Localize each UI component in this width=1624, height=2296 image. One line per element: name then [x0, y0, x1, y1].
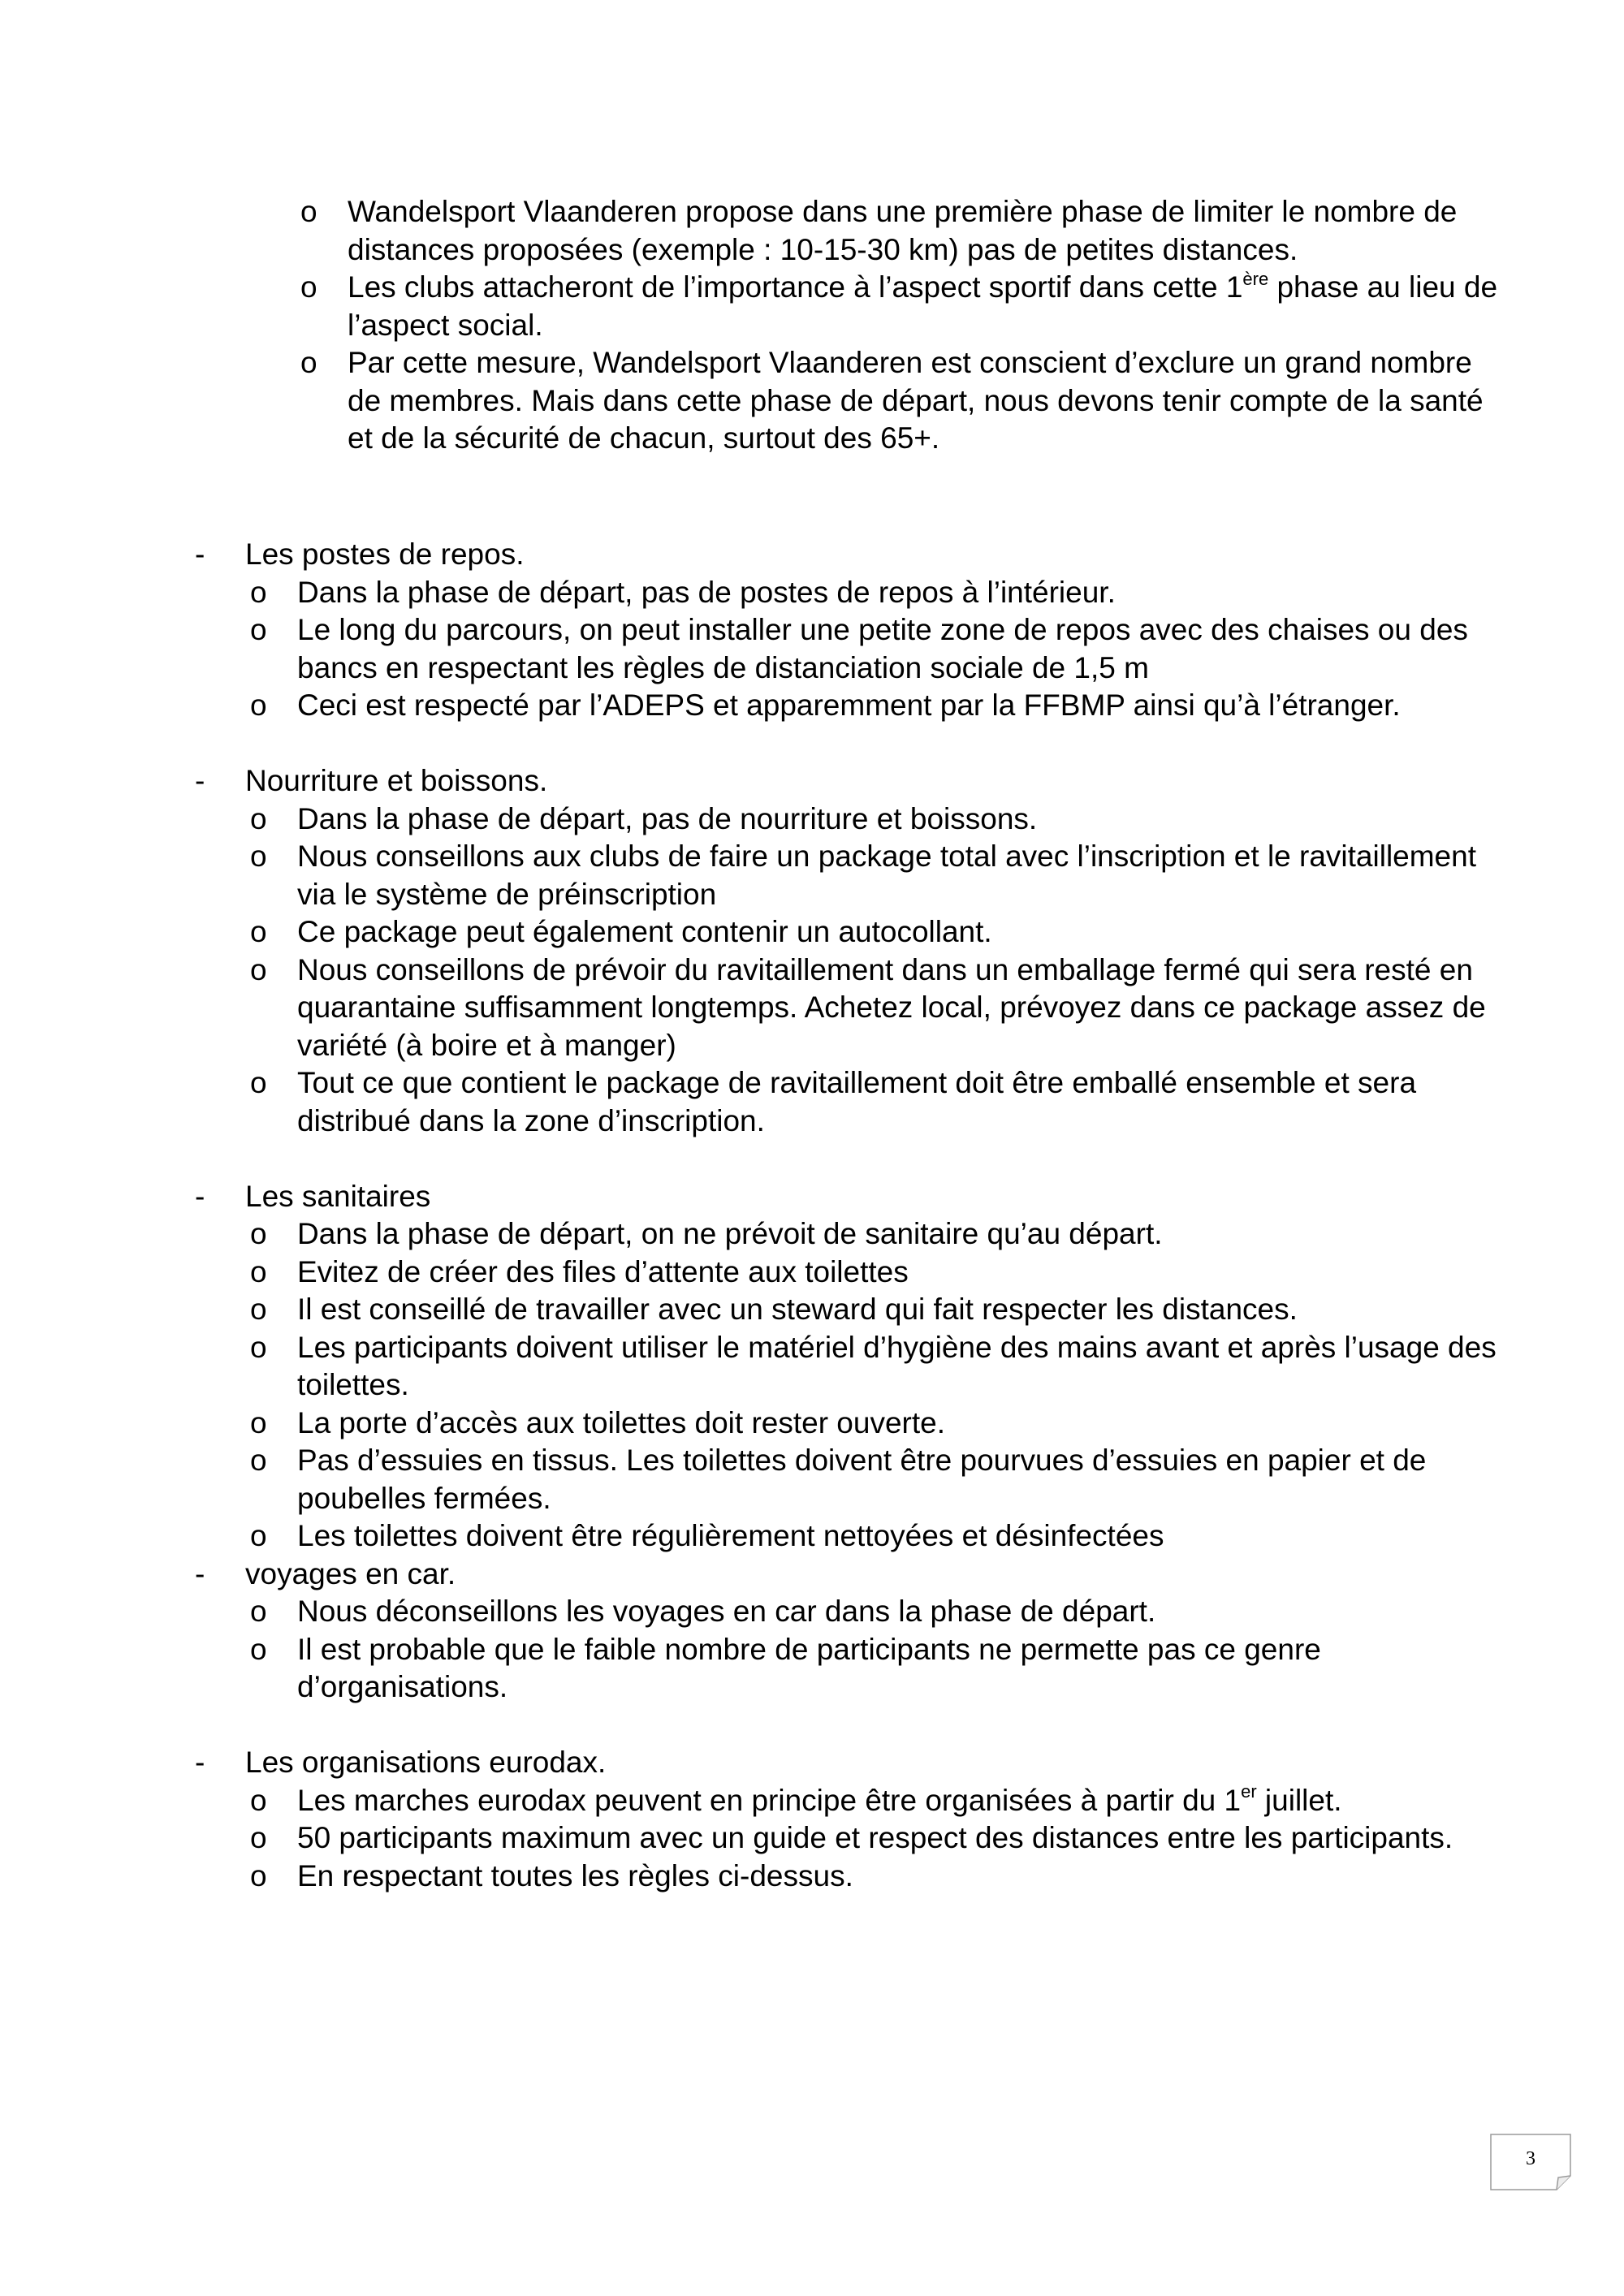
list-item-text: Dans la phase de départ, on ne prévoit de sanitaire qu’au départ.: [297, 1217, 1163, 1250]
circle-bullet-icon: o: [300, 195, 317, 228]
dash-bullet-icon: -: [195, 764, 205, 797]
list-item: [250, 1064, 1502, 1140]
section-heading: [195, 1178, 1502, 1216]
section-title: Les sanitaires: [245, 1179, 431, 1213]
section-eurodax: [195, 1744, 1502, 1895]
list-item-text: Les toilettes doivent être régulièrement nettoyées et désinfectées: [297, 1519, 1164, 1552]
circle-bullet-icon: o: [250, 575, 267, 609]
list-item: [250, 687, 1502, 725]
intro-sub-list: [300, 193, 1502, 458]
section-title: voyages en car.: [245, 1556, 456, 1590]
section-title: Les organisations eurodax.: [245, 1746, 607, 1779]
circle-bullet-icon: o: [250, 952, 267, 986]
list-item-text: Par cette mesure, Wandelsport Vlaanderen est conscient d’exclure un grand nombre de membres. Mais dans cette phase de départ, nous devons tenir compte de la santé et de la sécurité de chacun, surtout des 65+.: [348, 346, 1484, 455]
list-item: [250, 1442, 1502, 1517]
section-rest-stops: [195, 536, 1502, 725]
page-number: 3: [1526, 2148, 1535, 2169]
list-item: [250, 838, 1502, 913]
section-sanitary: [195, 1178, 1502, 1556]
circle-bullet-icon: o: [250, 1293, 267, 1326]
circle-bullet-icon: o: [250, 839, 267, 873]
list-item-text: Dans la phase de départ, pas de postes de repos à l’intérieur.: [297, 575, 1116, 609]
list-item-text: Les marches eurodax peuvent en principe être organisées à partir du 1er juillet.: [297, 1781, 1342, 1817]
circle-bullet-icon: o: [250, 1405, 267, 1439]
list-item: [250, 1291, 1502, 1329]
intro-list: [300, 193, 1502, 458]
dash-bullet-icon: -: [195, 1746, 205, 1779]
list-item: [250, 1631, 1502, 1707]
dash-bullet-icon: -: [195, 1556, 205, 1590]
list-item-text: Le long du parcours, on peut installer une petite zone de repos avec des chaises ou des bancs en respectant les règles de distanciation sociale de 1,5 m: [297, 613, 1468, 684]
list-item: [300, 344, 1502, 458]
circle-bullet-icon: o: [250, 1783, 267, 1817]
list-item-text: Nous conseillons aux clubs de faire un package total avec l’inscription et le ravitaillement via le système de préinscription: [297, 839, 1476, 911]
list-item: [250, 913, 1502, 952]
circle-bullet-icon: o: [250, 1595, 267, 1628]
dash-bullet-icon: -: [195, 537, 205, 571]
sections: [195, 536, 1502, 1895]
list-item: [250, 574, 1502, 612]
section-bus-trips: [195, 1556, 1502, 1707]
list-item-text: Les clubs attacheront de l’importance à l’aspect sportif dans cette 1ère phase au lieu de l’aspect social.: [348, 268, 1498, 342]
list-item-text: Nous déconseillons les voyages en car dans la phase de départ.: [297, 1595, 1156, 1628]
list-item: [250, 1329, 1502, 1405]
section-heading: [195, 1744, 1502, 1782]
section-food-drinks: [195, 762, 1502, 1140]
circle-bullet-icon: o: [250, 915, 267, 948]
circle-bullet-icon: o: [250, 688, 267, 722]
section-title: Les postes de repos.: [245, 537, 525, 571]
section-sub-list: [250, 574, 1502, 725]
list-item: [250, 611, 1502, 687]
circle-bullet-icon: o: [300, 346, 317, 379]
list-item: [250, 952, 1502, 1065]
section-sub-list: [250, 1593, 1502, 1707]
list-item-text: Les participants doivent utiliser le matériel d’hygiène des mains avant et après l’usage des toilettes.: [297, 1330, 1497, 1401]
list-item: [250, 1593, 1502, 1631]
circle-bullet-icon: o: [250, 1821, 267, 1854]
list-item-text: La porte d’accès aux toilettes doit rester ouverte.: [297, 1405, 945, 1439]
list-item-text: En respectant toutes les règles ci-dessus.: [297, 1858, 853, 1892]
list-item: [250, 1819, 1502, 1858]
circle-bullet-icon: o: [250, 1330, 267, 1364]
list-item-text: Dans la phase de départ, pas de nourriture et boissons.: [297, 801, 1038, 835]
list-item-text: 50 participants maximum avec un guide et respect des distances entre les participants.: [297, 1821, 1453, 1854]
list-item: [250, 1517, 1502, 1556]
circle-bullet-icon: o: [300, 270, 317, 304]
circle-bullet-icon: o: [250, 1519, 267, 1552]
list-item-text: Wandelsport Vlaanderen propose dans une première phase de limiter le nombre de distances proposées (exemple : 10-15-30 km) pas de petites distances.: [348, 195, 1458, 266]
section-heading: [195, 1556, 1502, 1594]
circle-bullet-icon: o: [250, 613, 267, 646]
list-item: [300, 193, 1502, 269]
circle-bullet-icon: o: [250, 1066, 267, 1099]
list-item-text: Il est probable que le faible nombre de participants ne permette pas ce genre d’organisations.: [297, 1632, 1321, 1703]
section-heading: [195, 536, 1502, 574]
list-item-text: Ce package peut également contenir un autocollant.: [297, 915, 992, 948]
list-item: [250, 1782, 1502, 1820]
section-sub-list: [250, 801, 1502, 1141]
circle-bullet-icon: o: [250, 1254, 267, 1288]
circle-bullet-icon: o: [250, 801, 267, 835]
list-item: [300, 269, 1502, 344]
section-sub-list: [250, 1782, 1502, 1896]
list-item-text: Ceci est respecté par l’ADEPS et apparemment par la FFBMP ainsi qu’à l’étranger.: [297, 688, 1401, 722]
circle-bullet-icon: o: [250, 1858, 267, 1892]
list-item: [250, 801, 1502, 839]
list-item: [250, 1215, 1502, 1254]
list-item-text: Tout ce que contient le package de ravitaillement doit être emballé ensemble et sera distribué dans la zone d’inscription.: [297, 1066, 1417, 1137]
list-item-text: Il est conseillé de travailler avec un steward qui fait respecter les distances.: [297, 1293, 1298, 1326]
list-item: [250, 1858, 1502, 1896]
section-heading: [195, 762, 1502, 801]
circle-bullet-icon: o: [250, 1632, 267, 1666]
section-sub-list: [250, 1215, 1502, 1556]
section-title: Nourriture et boissons.: [245, 764, 548, 797]
circle-bullet-icon: o: [250, 1217, 267, 1250]
circle-bullet-icon: o: [250, 1444, 267, 1477]
list-item: [250, 1405, 1502, 1443]
page-number-box: [1490, 2134, 1571, 2190]
list-item: [250, 1254, 1502, 1292]
list-item-text: Nous conseillons de prévoir du ravitaillement dans un emballage fermé qui sera resté en quarantaine suffisamment longtemps. Achetez local, prévoyez dans ce package assez de variété (à boire et à manger): [297, 952, 1486, 1062]
list-item-text: Evitez de créer des files d’attente aux toilettes: [297, 1254, 909, 1288]
list-item-text: Pas d’essuies en tissus. Les toilettes doivent être pourvues d’essuies en papier et de poubelles fermées.: [297, 1444, 1427, 1515]
dash-bullet-icon: -: [195, 1179, 205, 1213]
